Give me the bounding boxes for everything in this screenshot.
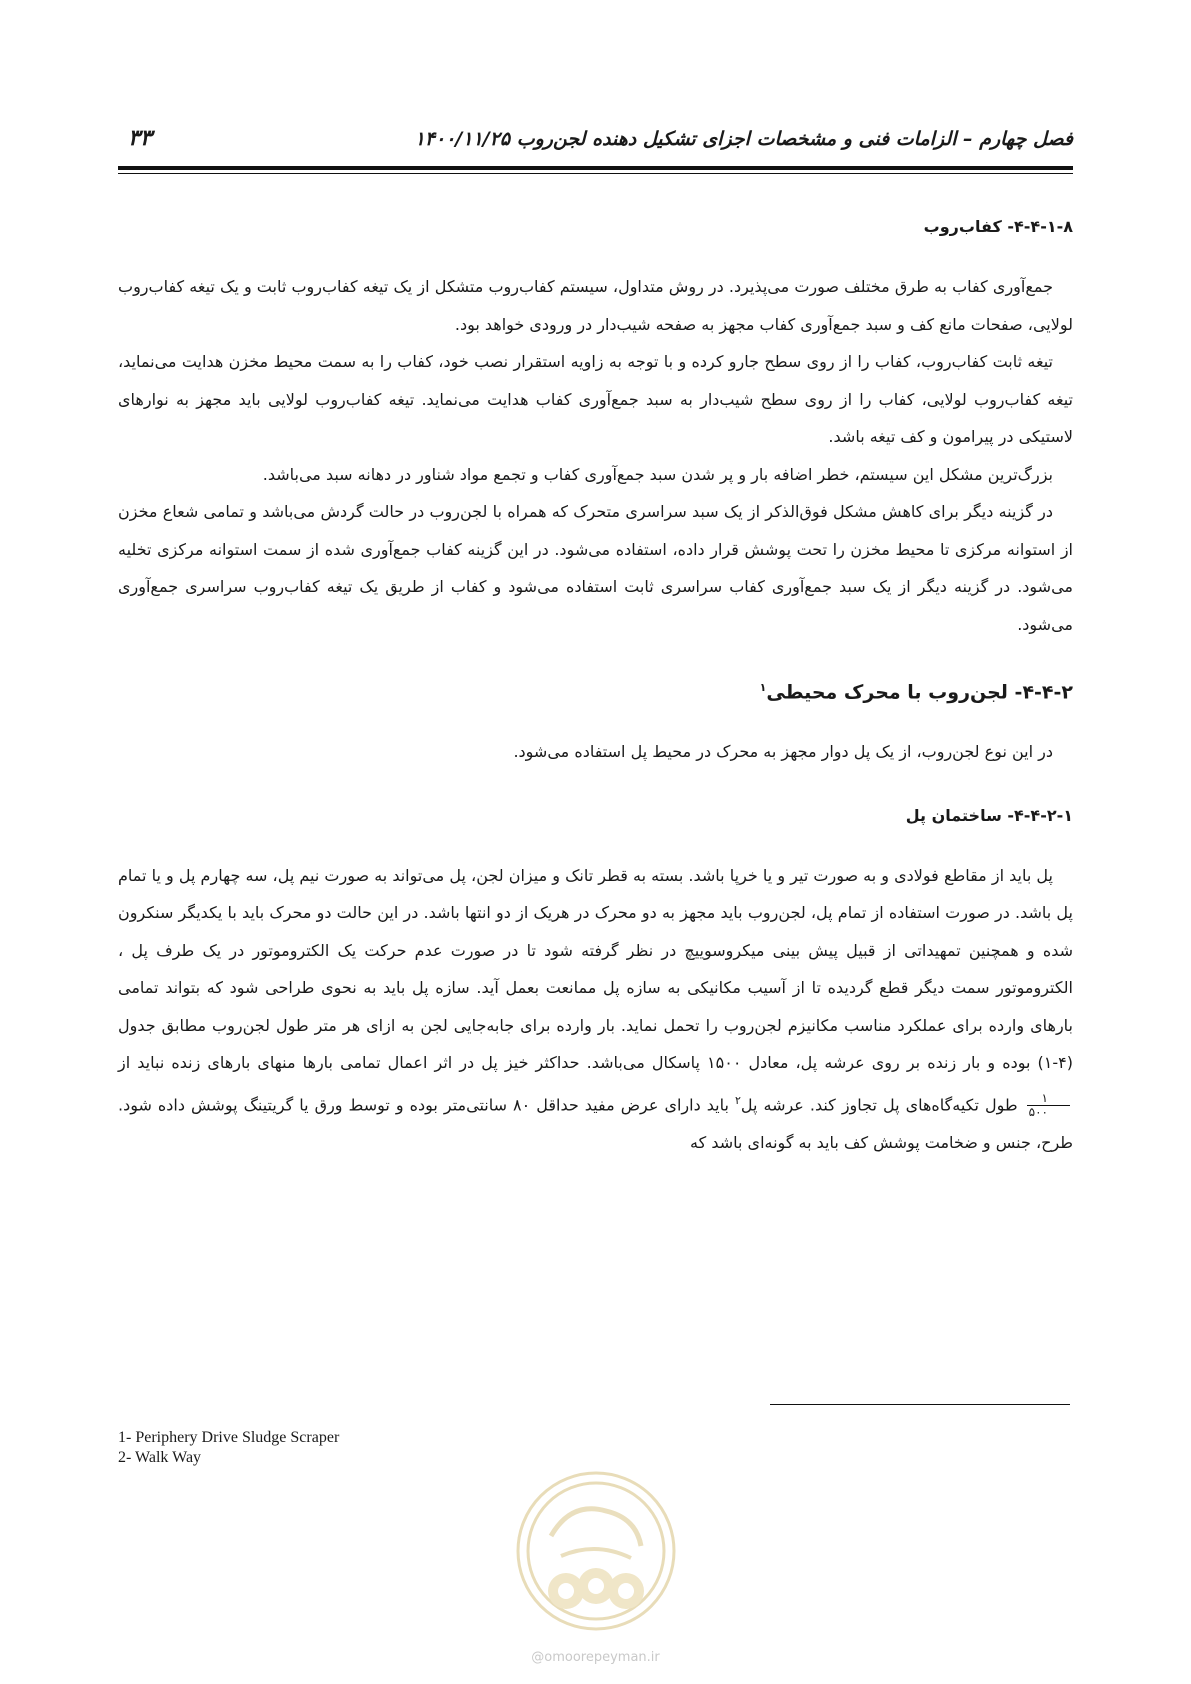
watermark-text: @omoorepeyman.ir: [531, 1650, 660, 1665]
fraction: [1027, 1092, 1070, 1119]
fraction-denominator: ۵۰۰: [1028, 1105, 1048, 1120]
paragraph: در این نوع لجن‌روب، از یک پل دوار مجهز به محرک در محیط پل استفاده می‌شود.: [513, 742, 1053, 762]
section-heading-periphery-drive: [118, 671, 1073, 709]
paragraph: [118, 857, 1073, 1161]
heading-text: ۴-۴-۲- لجن‌روب با محرک محیطی: [766, 681, 1073, 704]
section-heading-skimmer: ۴-۴-۱-۸- کفاب‌روب: [923, 217, 1073, 236]
header-rule-thick: [118, 166, 1073, 170]
fraction-numerator: ۱: [1027, 1092, 1070, 1106]
footnote-ref: ۲: [734, 1093, 741, 1107]
footnote-2: 2- Walk Way: [118, 1449, 202, 1466]
footnotes: [118, 1428, 339, 1468]
paragraph-text: باید دارای عرض مفید حداقل ۸۰ سانتی‌متر بوده و توسط ورق یا گریتینگ پوشش داده شود. طرح، جنس و ضخامت پوشش کف باید به گونه‌ای باشد که: [118, 1095, 1073, 1152]
paragraph: بزرگ‌ترین مشکل این سیستم، خطر اضافه بار و پر شدن سبد جمع‌آوری کفاب و تجمع مواد شناور در دهانه سبد می‌باشد.: [262, 464, 1053, 484]
footnote-ref: ۱: [759, 681, 767, 694]
header-rule-thin: [118, 173, 1073, 174]
paragraph-text: پل باید از مقاطع فولادی و به صورت تیر و یا خرپا باشد. بسته به قطر تانک و میزان لجن، پل می‌تواند به صورت نیم پل، سه چهارم پل و یا تمام پل باشد. در صورت استفاده از تمام پل، لجن‌روب باید مجهز به دو محرک در هریک از دو انتها باشد. در این حالت دو محرک باید با یکدیگر سنکرون شده و همچنین تمهیداتی از قبیل پیش بینی میکروسوییچ در نظر گرفته شود تا در صورت عدم حرکت یک الکتروموتور در یک طرف پل ، الکتروموتور سمت دیگر قطع گردیده تا از آسیب مکانیکی به سازه پل ممانعت بعمل آید. سازه پل باید به نحوی طراحی شود که بتواند تمامی بارهای وارده برای عملکرد مناسب مکانیزم لجن‌روب را تحمل نماید. بار وارده برای جابه‌جایی لجن به ازای هر متر طول لجن‌روب مطابق جدول (۴-۱) بوده و بار زنده بر روی عرشه پل، معادل ۱۵۰۰ پاسکال می‌باشد. حداکثر خیز پل در اثر اعمال تمامی بارها منهای بارهای زنده نباید از: [118, 865, 1074, 1073]
paragraph: جمع‌آوری کفاب به طرق مختلف صورت می‌پذیرد. در روش متداول، سیستم کفاب‌روب متشکل از یک تیغه کفاب‌روب ثابت و یک تیغه کفاب‌روب لولایی، صفحات مانع کف و سبد جمع‌آوری کفاب مجهز به صفحه شیب‌دار در ورودی خواهد بود.: [118, 277, 1073, 334]
paragraph: در گزینه دیگر برای کاهش مشکل فوق‌الذکر از یک سبد سراسری متحرک که همراه با لجن‌روب در حالت گردش می‌باشد و تمامی شعاع مخزن از استوانه مرکزی تا محیط مخزن را تحت پوشش قرار داده، استفاده می‌شود. در این گزینه کفاب جمع‌آوری شده از سمت استوانه مرکزی تخلیه می‌شود. در گزینه دیگر از یک سبد جمع‌آوری کفاب سراسری ثابت استفاده می‌شود و کفاب از طریق یک تیغه کفاب‌روب سراسری جمع‌آوری می‌شود.: [118, 502, 1073, 634]
section-heading-bridge-structure: ۴-۴-۲-۱- ساختمان پل: [905, 805, 1073, 825]
paragraph: تیغه ثابت کفاب‌روب، کفاب را از روی سطح جارو کرده و با توجه به زاویه استقرار نصب خود، کفاب را به سمت محیط مخزن هدایت می‌نماید، تیغه کفاب‌روب لولایی، کفاب را از روی سطح شیب‌دار به سبد جمع‌آوری کفاب هدایت می‌نماید. تیغه کفاب‌روب لولایی باید مجهز به نوارهای لاستیکی در پیرامون و کف تیغه باشد.: [118, 352, 1073, 446]
page-header: [118, 118, 1073, 158]
gear-logo-icon: [511, 1466, 681, 1636]
page-body: [118, 210, 1073, 1161]
footnote-1: 1- Periphery Drive Sludge Scraper: [118, 1429, 340, 1446]
page-number: ۳۳: [128, 126, 152, 151]
header-title: فصل چهارم – الزامات فنی و مشخصات اجزای تشکیل دهنده لجن‌روب ۱۴۰۰/۱۱/۲۵: [414, 128, 1073, 150]
paragraph-text: طول تکیه‌گاه‌های پل تجاوز کند. عرشه پل: [740, 1095, 1018, 1115]
footnote-rule: [770, 1404, 1070, 1405]
